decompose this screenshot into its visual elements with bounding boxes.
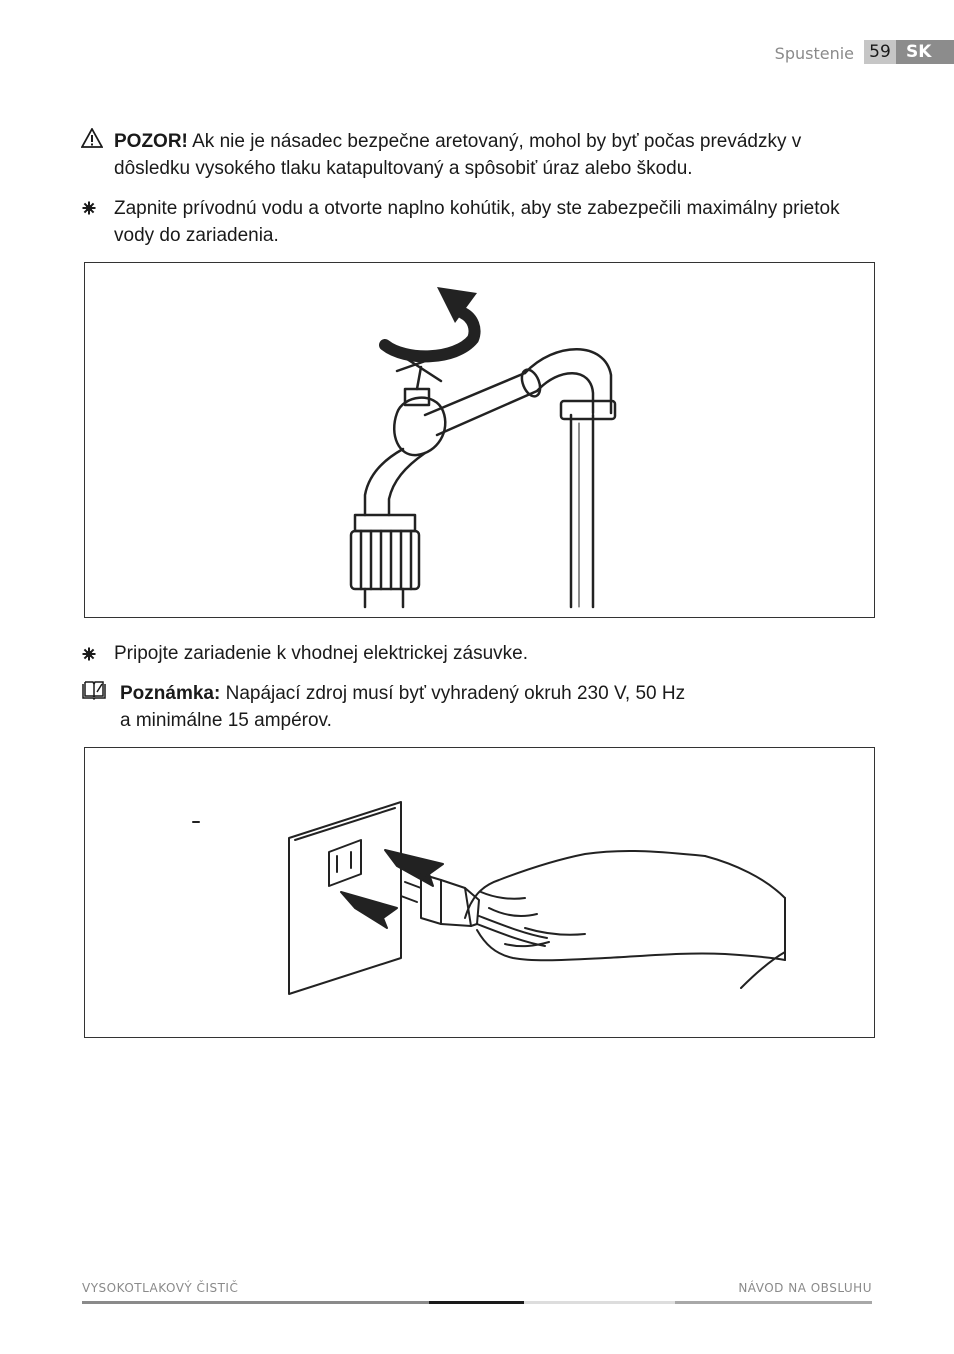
note-text-line2: a minimálne 15 ampérov.: [120, 710, 332, 731]
faucet-illustration: [84, 262, 875, 618]
section-title: Spustenie: [774, 44, 854, 63]
bullet-icon: [82, 647, 96, 661]
warning-icon: [81, 128, 103, 148]
note-paragraph: [120, 680, 880, 734]
bullet-icon: [82, 201, 96, 215]
footer-document-type: NÁVOD NA OBSLUHU: [738, 1281, 872, 1295]
step-paragraph: Zapnite prívodnú vodu a otvorte naplno kohútik, aby ste zabezpečili maximálny prietok vody do zariadenia.: [114, 198, 840, 246]
note-text-line1: Napájací zdroj musí byť vyhradený okruh 230 V, 50 Hz: [220, 683, 686, 704]
language-tab: SK: [896, 40, 954, 64]
note-label: Poznámka:: [120, 683, 221, 704]
book-note-icon: [81, 680, 107, 700]
warning-paragraph: [114, 128, 874, 182]
step-paragraph: Pripojte zariadenie k vhodnej elektrickej zásuvke.: [114, 643, 528, 664]
footer-bar-segment: [524, 1301, 675, 1304]
warning-label: POZOR!: [114, 131, 188, 152]
footer-bar-segment: [82, 1301, 429, 1304]
footer-product-name: VYSOKOTLAKOVÝ ČISTIČ: [82, 1281, 239, 1295]
faucet-drawing: [85, 263, 874, 617]
page-number: 59: [864, 40, 896, 64]
warning-text: Ak nie je násadec bezpečne aretovaný, mohol by byť počas prevádzky v dôsledku vysokého tlaku katapultovaný a spôsobiť úraz alebo škodu.: [114, 131, 802, 179]
plug-illustration: [84, 747, 875, 1038]
footer-bar-segment: [429, 1301, 524, 1304]
plug-drawing: [85, 748, 874, 1037]
footer-bar-segment: [675, 1301, 872, 1304]
